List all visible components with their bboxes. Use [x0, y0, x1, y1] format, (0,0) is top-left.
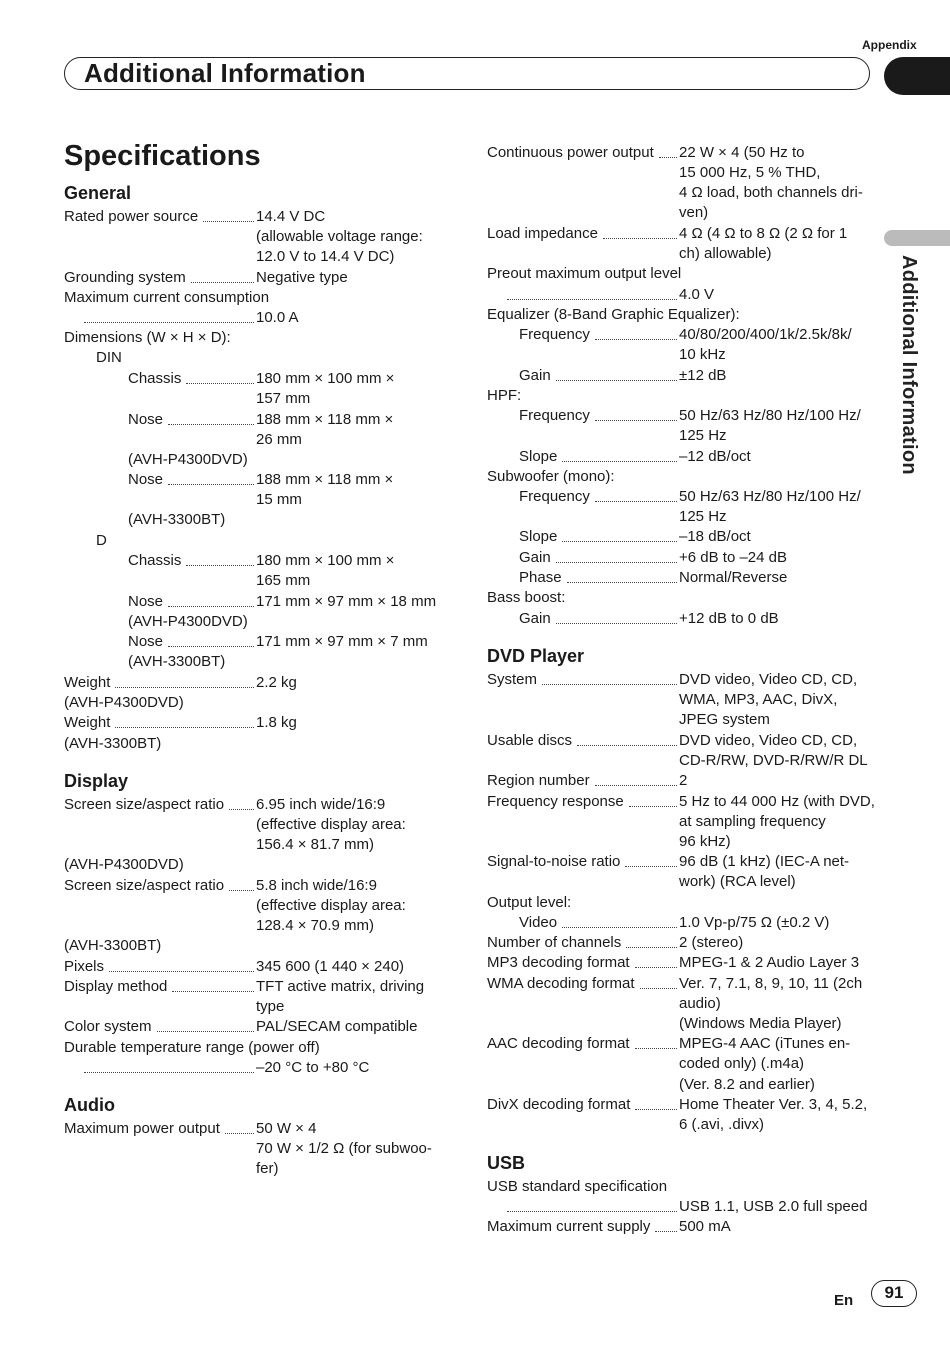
- leader-dots: [562, 447, 677, 462]
- spec-value: 1.8 kg: [256, 714, 297, 731]
- spec-line: [487, 426, 877, 446]
- spec-value: 50 Hz/63 Hz/80 Hz/100 Hz/: [679, 488, 861, 505]
- leader-dots: [595, 487, 677, 502]
- spec-line: [487, 832, 877, 852]
- spec-value: audio): [679, 995, 721, 1012]
- spec-row: [487, 527, 877, 547]
- spec-row: [487, 933, 877, 953]
- leader-dots: [655, 1217, 677, 1232]
- spec-value: +6 dB to –24 dB: [679, 549, 788, 566]
- spec-row: [487, 487, 877, 507]
- spec-label: Chassis: [128, 552, 182, 569]
- side-section-label: Additional Information: [898, 255, 920, 475]
- spec-line: [64, 490, 459, 510]
- page-number: 91: [871, 1280, 917, 1307]
- leader-dots: [172, 977, 254, 992]
- leader-dots: [577, 731, 677, 746]
- spec-line: [64, 450, 459, 470]
- leader-dots: [168, 632, 254, 647]
- spec-text: (AVH-P4300DVD): [128, 613, 248, 630]
- spec-label: Gain: [519, 549, 551, 566]
- spec-value: WMA, MP3, AAC, DivX,: [679, 691, 838, 708]
- spec-value: Normal/Reverse: [679, 569, 788, 586]
- spec-value: MPEG-4 AAC (iTunes en-: [679, 1035, 851, 1052]
- spec-value: USB 1.1, USB 2.0 full speed: [679, 1198, 868, 1215]
- leader-dots: [562, 913, 677, 928]
- leader-dots: [168, 470, 254, 485]
- spec-row: [487, 224, 877, 244]
- spec-line: [64, 1139, 459, 1159]
- leader-dots: [603, 224, 677, 239]
- spec-text: Bass boost:: [487, 589, 566, 606]
- spec-line: [487, 1014, 877, 1034]
- spec-row: [487, 731, 877, 751]
- spec-label: AAC decoding format: [487, 1035, 630, 1052]
- spec-text: USB standard specification: [487, 1178, 668, 1195]
- spec-label: Nose: [128, 411, 164, 428]
- spec-line: [64, 896, 459, 916]
- spec-label: Number of channels: [487, 934, 622, 951]
- leader-dots: [556, 366, 677, 381]
- spec-value: ven): [679, 204, 709, 221]
- spec-row: [487, 771, 877, 791]
- spec-line: [487, 690, 877, 710]
- leader-dots: [168, 592, 254, 607]
- spec-value: 10.0 A: [256, 309, 299, 326]
- spec-label: Color system: [64, 1018, 152, 1035]
- spec-label: MP3 decoding format: [487, 954, 630, 971]
- leader-dots: [595, 771, 677, 786]
- spec-label: Rated power source: [64, 208, 199, 225]
- leader-dots: [229, 795, 254, 810]
- leader-dots: [556, 609, 677, 624]
- spec-line: [64, 855, 459, 875]
- spec-value: 6.95 inch wide/16:9: [256, 796, 386, 813]
- spec-value: 345 600 (1 440 × 240): [256, 958, 405, 975]
- leader-dots: [626, 933, 677, 948]
- leader-dots: [595, 406, 677, 421]
- spec-line: [487, 893, 877, 913]
- spec-line: [64, 247, 459, 267]
- header-tab-marker: [884, 57, 950, 95]
- language-label: En: [834, 1292, 854, 1309]
- spec-label: Gain: [519, 367, 551, 384]
- spec-line: [64, 510, 459, 530]
- spec-value: (effective display area:: [256, 816, 406, 833]
- spec-row: [64, 673, 459, 693]
- spec-label: Signal-to-noise ratio: [487, 853, 621, 870]
- spec-row: [64, 713, 459, 733]
- spec-line: [487, 1177, 877, 1197]
- spec-line: [487, 872, 877, 892]
- spec-label: DivX decoding format: [487, 1096, 631, 1113]
- spec-value: 171 mm × 97 mm × 18 mm: [256, 593, 437, 610]
- spec-row: [64, 876, 459, 896]
- spec-value: 4 Ω load, both channels dri-: [679, 184, 863, 201]
- spec-value: 2: [679, 772, 688, 789]
- spec-value: 180 mm × 100 mm ×: [256, 370, 395, 387]
- spec-label: Region number: [487, 772, 590, 789]
- spec-row: [487, 447, 877, 467]
- spec-label: Usable discs: [487, 732, 573, 749]
- spec-value: 40/80/200/400/1k/2.5k/8k/: [679, 326, 852, 343]
- spec-value: –12 dB/oct: [679, 448, 751, 465]
- leader-dots: [567, 568, 677, 583]
- spec-row: [487, 548, 877, 568]
- spec-value: Home Theater Ver. 3, 4, 5.2,: [679, 1096, 868, 1113]
- spec-label: Phase: [519, 569, 562, 586]
- spec-line: [487, 710, 877, 730]
- page-title: Specifications: [64, 140, 261, 172]
- spec-label: Frequency response: [487, 793, 624, 810]
- spec-value: DVD video, Video CD, CD,: [679, 732, 858, 749]
- spec-line: [487, 1075, 877, 1095]
- spec-value: –18 dB/oct: [679, 528, 751, 545]
- spec-value: CD-R/RW, DVD-R/RW/R DL: [679, 752, 868, 769]
- spec-value: (Ver. 8.2 and earlier): [679, 1076, 815, 1093]
- spec-line: [487, 1054, 877, 1074]
- spec-label: Screen size/aspect ratio: [64, 796, 225, 813]
- spec-label: Nose: [128, 471, 164, 488]
- spec-line: [64, 531, 459, 551]
- leader-dots: [84, 308, 254, 323]
- spec-row: [487, 670, 877, 690]
- spec-value: 4.0 V: [679, 286, 715, 303]
- leader-dots: [640, 974, 677, 989]
- spec-row: [64, 977, 459, 997]
- spec-line: [64, 430, 459, 450]
- spec-value: 22 W × 4 (50 Hz to: [679, 144, 805, 161]
- spec-label: Nose: [128, 593, 164, 610]
- spec-line: [64, 1159, 459, 1179]
- spec-label: Maximum current supply: [487, 1218, 651, 1235]
- spec-row: [487, 913, 877, 933]
- spec-row: [487, 143, 877, 163]
- spec-label: Slope: [519, 528, 558, 545]
- section-heading: Audio: [64, 1095, 115, 1115]
- spec-value: ±12 dB: [679, 367, 727, 384]
- spec-value: type: [256, 998, 285, 1015]
- spec-label: Slope: [519, 448, 558, 465]
- spec-value: 10 kHz: [679, 346, 726, 363]
- spec-value: 1.0 Vp-p/75 Ω (±0.2 V): [679, 914, 830, 931]
- spec-line: [64, 571, 459, 591]
- spec-row: [487, 953, 877, 973]
- spec-line: [487, 507, 877, 527]
- spec-label: Load impedance: [487, 225, 598, 242]
- spec-label: Continuous power output: [487, 144, 654, 161]
- spec-value: at sampling frequency: [679, 813, 826, 830]
- spec-value: 70 W × 1/2 Ω (for subwoo-: [256, 1140, 432, 1157]
- spec-value: ch) allowable): [679, 245, 772, 262]
- spec-text: HPF:: [487, 387, 522, 404]
- leader-dots: [115, 673, 254, 688]
- section-heading: Display: [64, 771, 129, 791]
- spec-line: [64, 389, 459, 409]
- leader-dots: [157, 1017, 254, 1032]
- spec-line: [64, 652, 459, 672]
- spec-value: 165 mm: [256, 572, 311, 589]
- spec-line: [64, 734, 459, 754]
- spec-line: [64, 835, 459, 855]
- spec-value: 96 dB (1 kHz) (IEC-A net-: [679, 853, 850, 870]
- spec-line: [64, 612, 459, 632]
- spec-value: 171 mm × 97 mm × 7 mm: [256, 633, 428, 650]
- spec-row: [487, 974, 877, 994]
- section-heading: USB: [487, 1153, 526, 1173]
- spec-value: 2.2 kg: [256, 674, 297, 691]
- spec-row: [487, 1217, 877, 1237]
- spec-text: (AVH-3300BT): [64, 937, 162, 954]
- spec-value: 15 mm: [256, 491, 302, 508]
- spec-text: D: [96, 532, 107, 549]
- spec-value: (effective display area:: [256, 897, 406, 914]
- spec-label: Frequency: [519, 326, 590, 343]
- spec-value: 156.4 × 81.7 mm): [256, 836, 374, 853]
- spec-value: Negative type: [256, 269, 348, 286]
- leader-dots: [625, 852, 677, 867]
- leader-dots: [203, 207, 254, 222]
- spec-value: 50 W × 4: [256, 1120, 317, 1137]
- spec-line: [64, 328, 459, 348]
- leader-dots: [542, 670, 677, 685]
- spec-value: 96 kHz): [679, 833, 731, 850]
- spec-text: (AVH-3300BT): [128, 653, 226, 670]
- spec-value: 500 mA: [679, 1218, 731, 1235]
- spec-label: Gain: [519, 610, 551, 627]
- spec-row: [64, 632, 459, 652]
- leader-dots: [562, 527, 677, 542]
- section-heading: DVD Player: [487, 646, 585, 666]
- spec-label: System: [487, 671, 538, 688]
- spec-text: Output level:: [487, 894, 572, 911]
- spec-text: Durable temperature range (power off): [64, 1039, 320, 1056]
- spec-row: [487, 325, 877, 345]
- section-title: Additional Information: [84, 58, 366, 88]
- spec-value: DVD video, Video CD, CD,: [679, 671, 858, 688]
- spec-label: Nose: [128, 633, 164, 650]
- spec-value: 12.0 V to 14.4 V DC): [256, 248, 395, 265]
- spec-value: TFT active matrix, driving: [256, 978, 425, 995]
- spec-line: [64, 997, 459, 1017]
- spec-row: [64, 470, 459, 490]
- spec-text: Subwoofer (mono):: [487, 468, 615, 485]
- spec-line: [487, 588, 877, 608]
- spec-line: [487, 751, 877, 771]
- spec-label: Screen size/aspect ratio: [64, 877, 225, 894]
- leader-dots: [115, 713, 254, 728]
- spec-value: +12 dB to 0 dB: [679, 610, 779, 627]
- spec-text: (AVH-P4300DVD): [64, 694, 184, 711]
- spec-row: [64, 1119, 459, 1139]
- spec-label: Frequency: [519, 488, 590, 505]
- spec-text: (AVH-3300BT): [64, 735, 162, 752]
- leader-dots: [191, 268, 254, 283]
- spec-row: [487, 406, 877, 426]
- spec-value: 50 Hz/63 Hz/80 Hz/100 Hz/: [679, 407, 861, 424]
- spec-value: 5.8 inch wide/16:9: [256, 877, 377, 894]
- side-tab-marker: [884, 230, 950, 246]
- spec-row: [487, 366, 877, 386]
- spec-value: work) (RCA level): [679, 873, 796, 890]
- leader-dots: [168, 410, 254, 425]
- leader-dots: [635, 1034, 677, 1049]
- spec-value: coded only) (.m4a): [679, 1055, 805, 1072]
- spec-line: [487, 386, 877, 406]
- spec-row: [64, 410, 459, 430]
- spec-row: [487, 609, 877, 629]
- spec-row: [487, 285, 877, 305]
- spec-value: 5 Hz to 44 000 Hz (with DVD,: [679, 793, 875, 810]
- spec-line: [64, 815, 459, 835]
- leader-dots: [556, 548, 677, 563]
- spec-label: Maximum power output: [64, 1120, 220, 1137]
- spec-text: Equalizer (8-Band Graphic Equalizer):: [487, 306, 740, 323]
- spec-row: [64, 1017, 459, 1037]
- spec-value: 180 mm × 100 mm ×: [256, 552, 395, 569]
- leader-dots: [629, 792, 677, 807]
- spec-value: 128.4 × 70.9 mm): [256, 917, 374, 934]
- leader-dots: [635, 1095, 677, 1110]
- spec-label: Weight: [64, 714, 111, 731]
- spec-value: 188 mm × 118 mm ×: [256, 471, 394, 488]
- spec-row: [64, 592, 459, 612]
- spec-line: [64, 936, 459, 956]
- spec-value: 26 mm: [256, 431, 302, 448]
- spec-label: Grounding system: [64, 269, 186, 286]
- leader-dots: [229, 876, 254, 891]
- spec-value: 125 Hz: [679, 508, 727, 525]
- spec-line: [64, 227, 459, 247]
- spec-value: (Windows Media Player): [679, 1015, 842, 1032]
- spec-row: [487, 792, 877, 812]
- spec-value: 4 Ω (4 Ω to 8 Ω (2 Ω for 1: [679, 225, 848, 242]
- spec-row: [64, 551, 459, 571]
- leader-dots: [84, 1058, 254, 1073]
- leader-dots: [109, 957, 254, 972]
- spec-value: 157 mm: [256, 390, 311, 407]
- spec-value: 14.4 V DC: [256, 208, 326, 225]
- spec-text: DIN: [96, 349, 122, 366]
- spec-label: Video: [519, 914, 558, 931]
- spec-text: Maximum current consumption: [64, 289, 270, 306]
- spec-label: Frequency: [519, 407, 590, 424]
- spec-row: [64, 268, 459, 288]
- spec-value: –20 °C to +80 °C: [256, 1059, 370, 1076]
- spec-line: [64, 1038, 459, 1058]
- spec-line: [487, 244, 877, 264]
- spec-value: 2 (stereo): [679, 934, 744, 951]
- spec-line: [487, 812, 877, 832]
- spec-row: [487, 1034, 877, 1054]
- section-heading: General: [64, 183, 132, 203]
- spec-value: Ver. 7, 7.1, 8, 9, 10, 11 (2ch: [679, 975, 863, 992]
- spec-row: [64, 369, 459, 389]
- spec-line: [64, 288, 459, 308]
- leader-dots: [507, 1197, 677, 1212]
- spec-value: 15 000 Hz, 5 % THD,: [679, 164, 821, 181]
- spec-text: (AVH-3300BT): [128, 511, 226, 528]
- leader-dots: [595, 325, 677, 340]
- spec-row: [64, 1058, 459, 1078]
- spec-line: [64, 916, 459, 936]
- spec-row: [487, 1197, 877, 1217]
- spec-row: [487, 1095, 877, 1115]
- leader-dots: [186, 551, 254, 566]
- leader-dots: [225, 1119, 254, 1134]
- leader-dots: [507, 285, 677, 300]
- spec-line: [487, 994, 877, 1014]
- spec-label: Pixels: [64, 958, 105, 975]
- spec-value: 6 (.avi, .divx): [679, 1116, 765, 1133]
- spec-line: [64, 693, 459, 713]
- leader-dots: [186, 369, 254, 384]
- spec-line: [487, 1115, 877, 1135]
- spec-line: [64, 348, 459, 368]
- spec-value: JPEG system: [679, 711, 770, 728]
- spec-row: [487, 852, 877, 872]
- spec-line: [487, 203, 877, 223]
- spec-value: 188 mm × 118 mm ×: [256, 411, 394, 428]
- spec-line: [487, 264, 877, 284]
- spec-label: Display method: [64, 978, 168, 995]
- spec-value: MPEG-1 & 2 Audio Layer 3: [679, 954, 860, 971]
- spec-row: [64, 957, 459, 977]
- spec-label: Weight: [64, 674, 111, 691]
- spec-row: [64, 308, 459, 328]
- spec-line: [487, 467, 877, 487]
- leader-dots: [635, 953, 677, 968]
- spec-text: (AVH-P4300DVD): [128, 451, 248, 468]
- spec-label: Chassis: [128, 370, 182, 387]
- spec-value: fer): [256, 1160, 279, 1177]
- spec-line: [487, 163, 877, 183]
- appendix-label: Appendix: [862, 38, 917, 52]
- spec-row: [64, 795, 459, 815]
- spec-text: Preout maximum output level: [487, 265, 682, 282]
- leader-dots: [659, 143, 677, 158]
- spec-text: (AVH-P4300DVD): [64, 856, 184, 873]
- spec-line: [487, 345, 877, 365]
- spec-text: Dimensions (W × H × D):: [64, 329, 231, 346]
- spec-label: WMA decoding format: [487, 975, 635, 992]
- spec-row: [64, 207, 459, 227]
- spec-value: (allowable voltage range:: [256, 228, 423, 245]
- spec-value: PAL/SECAM compatible: [256, 1018, 418, 1035]
- spec-line: [487, 305, 877, 325]
- spec-row: [487, 568, 877, 588]
- spec-line: [487, 183, 877, 203]
- spec-value: 125 Hz: [679, 427, 727, 444]
